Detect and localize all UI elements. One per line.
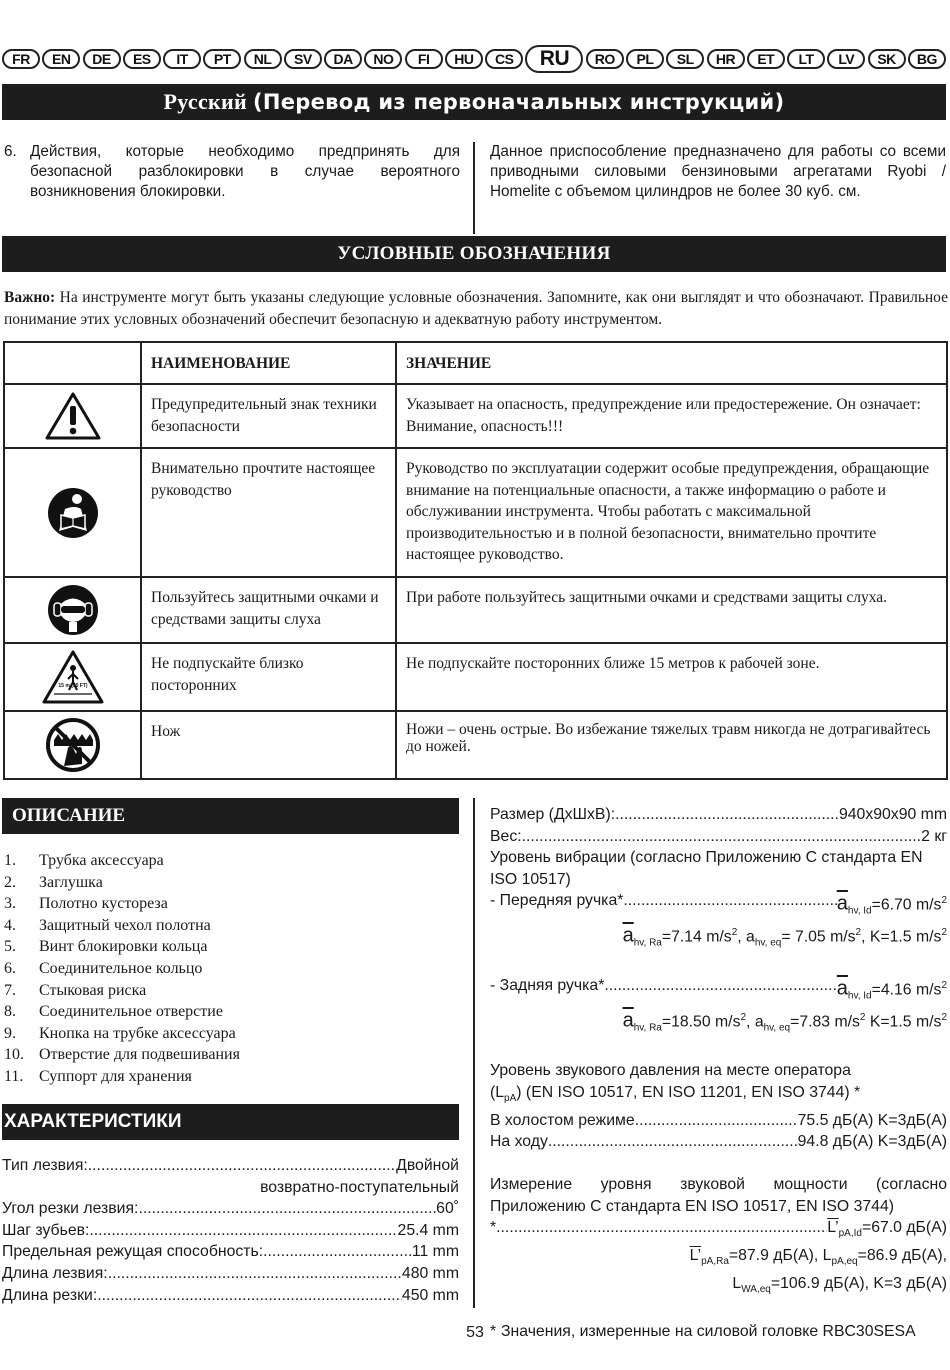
language-tab-bg: BG (908, 49, 946, 69)
language-tab-da: DA (324, 49, 362, 69)
intro-right-paragraph: Данное приспособление предназначено для работы со всеми приводными силовыми бензиновыми агрегатами Ryobi / Homelite с объемом цилиндров не более 30 куб. см. (490, 143, 946, 200)
warning-triangle-icon (45, 391, 101, 441)
symbol-name: Нож (141, 711, 396, 779)
language-tab-et: ET (747, 49, 785, 69)
table-row (4, 643, 947, 711)
characteristics-list (2, 1155, 459, 1306)
language-tab-es: ES (123, 49, 161, 69)
list-item: 5. Винт блокировки кольца (4, 938, 208, 956)
spec-row: * ..... $L’_{pA,Id}=67.0$ дБ(A) (490, 1217, 947, 1245)
spec-row: - Задняя ручка* ..... $\overline{a}_{hv, Id}=4.16$ $m/s^2$ (490, 975, 947, 1007)
language-tab-sk: SK (868, 49, 906, 69)
page-title (2, 84, 946, 120)
header-meaning: ЗНАЧЕНИЕ (396, 342, 947, 384)
list-item: 9. Кнопка на трубке аксессуара (4, 1024, 236, 1042)
keep-distance-icon-label: 15 m (50 FT) (57, 683, 88, 689)
language-tab-sv: SV (284, 49, 322, 69)
header-name: НАИМЕНОВАНИЕ (141, 342, 396, 384)
read-manual-icon (47, 487, 99, 539)
sound-pressure-standards: $(L_{pA})$ (EN ISO 10517, EN ISO 11201, EN ISO 3744) * (490, 1084, 861, 1105)
list-item: 11. Суппорт для хранения (4, 1067, 192, 1085)
symbol-name: Не подпускайте близко посторонних (141, 643, 396, 711)
technical-data (490, 804, 947, 1343)
language-tab-hu: HU (445, 49, 483, 69)
spec-row: Угол резки лезвия: ..... 60˚ (2, 1198, 459, 1220)
language-tab-en: EN (42, 49, 80, 69)
spec-row: Размер (ДхШхВ): ..... 940x90x90 mm (490, 804, 947, 826)
icon-cell (4, 643, 141, 711)
language-tab-pt: PT (203, 49, 241, 69)
language-tab-sl: SL (666, 49, 704, 69)
list-item: 10. Отверстие для подвешивания (4, 1046, 240, 1064)
spec-row: Шаг зубьев: ..... 25.4 mm (2, 1220, 459, 1242)
icon-cell (4, 448, 141, 577)
symbol-meaning: Руководство по эксплуатации содержит особые предупреждения, обращающие внимание на потенциальные опасности, а также информацию о работе и обслуживании инструмента. Чтобы работать с максимальной производительностью и в полной безопасности, внимательно прочтите настоящее руководство. (396, 448, 947, 577)
icon-cell (4, 711, 141, 779)
language-tab-hr: HR (707, 49, 745, 69)
intro-left-paragraph (4, 142, 460, 202)
icon-cell (4, 577, 141, 643)
language-tab-nl: NL (244, 49, 282, 69)
spec-row: Длина резки: ..... 450 mm (2, 1285, 459, 1307)
spec-row: В холостом режиме ..... 75.5 дБ(A) K=3дБ(A) (490, 1110, 947, 1132)
vibration-heading: Уровень вибрации (согласно Приложению С стандарта EN ISO 10517) (490, 849, 923, 888)
language-tab-no: NO (364, 49, 402, 69)
spec-row: На ходу ..... 94.8 дБ(A) K=3дБ(A) (490, 1131, 947, 1153)
vibration-front-details: $\overline{a}_{hv, Ra}=7.14$ $m/s^2$, $a_{hv, eq}= 7.05$ $m/s^2$, K=1.5 $m/s^2$ (622, 924, 947, 949)
symbols-section-title: УСЛОВНЫЕ ОБОЗНАЧЕНИЯ (2, 236, 946, 272)
list-item: 7. Стыковая риска (4, 981, 147, 999)
sound-power-heading: Измерение уровня звуковой мощности (согласно Приложению С стандарта EN ISO 10517, EN ISO 3744) (490, 1175, 947, 1215)
important-label: Важно: (4, 289, 56, 306)
language-selector-bar (2, 46, 946, 72)
page-number: 53 (466, 1324, 484, 1341)
list-item: 8. Соединительное отверстие (4, 1003, 223, 1021)
list-item: 4. Защитный чехол полотна (4, 916, 211, 934)
description-section-title: ОПИСАНИЕ (2, 798, 459, 834)
sound-power-lwa: $L_{WA,eq}=106.9$ дБ(A), K=3 дБ(A) (732, 1274, 947, 1295)
symbols-table (3, 341, 948, 780)
spec-row: Предельная режущая способность: ..... 11 mm (2, 1241, 459, 1263)
blade-hand-icon (46, 718, 100, 772)
spec-row: Тип лезвия: ..... Двойной (2, 1155, 459, 1177)
important-notice (4, 287, 948, 331)
table-row (4, 384, 947, 448)
table-row (4, 711, 947, 779)
symbol-name: Внимательно прочтите настоящее руководство (141, 448, 396, 577)
language-tab-it: IT (163, 49, 201, 69)
characteristics-section-title: ХАРАКТЕРИСТИКИ (2, 1104, 459, 1140)
language-tab-ru: RU (525, 45, 583, 73)
language-tab-pl: PL (626, 49, 664, 69)
symbol-name: Пользуйтесь защитными очками и средствами защиты слуха (141, 577, 396, 643)
spec-row: Длина лезвия: ..... 480 mm (2, 1263, 459, 1285)
symbol-name: Предупредительный знак техники безопасности (141, 384, 396, 448)
table-row (4, 448, 947, 577)
language-tab-fr: FR (2, 49, 40, 69)
intro-item-number: 6. (4, 143, 17, 160)
eye-ear-protection-icon (47, 584, 99, 636)
language-tab-ro: RO (586, 49, 624, 69)
vibration-rear-details: $\overline{a}_{hv, Ra}=18.50$ $m/s^2$, $a_{hv, eq}=7.83$ $m/s^2$ K=1.5 $m/s^2$ (622, 1009, 947, 1034)
symbol-meaning: Ножи – очень острые. Во избежание тяжелых травм никогда не дотрагивайтесь до ножей. (396, 711, 947, 779)
column-divider (473, 798, 475, 1308)
list-item: 3. Полотно кустореза (4, 895, 168, 913)
footnote: * Значения, измеренные на силовой головке RBC30SESA (490, 1323, 916, 1341)
language-tab-fi: FI (405, 49, 443, 69)
column-divider (473, 142, 475, 234)
intro-item-text: Действия, которые необходимо предпринять для безопасной разблокировки в случае вероятного возникновения блокировки. (30, 143, 460, 200)
title-language: Русский (163, 89, 247, 114)
important-text: На инструменте могут быть указаны следующие условные обозначения. Запомните, как они выглядят и что обозначают. Правильное понимание этих условных обозначений обеспечит безопасную и адекватную работу инструментом. (4, 289, 949, 328)
sound-power-values: $L’_{pA,Ra}=87.9$ дБ(A), $L_{pA,eq}=86.9$ дБ(A), (689, 1246, 947, 1268)
description-list (4, 850, 460, 1088)
list-item: 2. Заглушка (4, 873, 103, 891)
spec-row: Вес: ..... 2 кг (490, 826, 947, 848)
icon-cell (4, 384, 141, 448)
header-icon-cell (4, 342, 141, 384)
symbol-meaning: Указывает на опасность, предупреждение или предостережение. Он означает: Внимание, опасность!!! (396, 384, 947, 448)
symbols-table-header (4, 342, 947, 384)
symbol-meaning: При работе пользуйтесь защитными очками и средствами защиты слуха. (396, 577, 947, 643)
spec-row-continued: возвратно-поступательный (260, 1178, 459, 1196)
list-item: 1. Трубка аксессуара (4, 852, 164, 869)
spec-row: - Передняя ручка* ..... $\overline{a}_{hv, Id}=6.70$ $m/s^2$ (490, 890, 947, 922)
sound-pressure-heading: Уровень звукового давления на месте оператора (490, 1062, 851, 1080)
language-tab-lt: LT (787, 49, 825, 69)
table-row (4, 577, 947, 643)
language-tab-cs: CS (485, 49, 523, 69)
symbol-meaning: Не подпускайте посторонних ближе 15 метров к рабочей зоне. (396, 643, 947, 711)
title-subtitle: (Перевод из первоначальных инструкций) (252, 90, 785, 114)
language-tab-de: DE (83, 49, 121, 69)
keep-distance-icon (42, 650, 104, 704)
list-item: 6. Соединительное кольцо (4, 959, 203, 977)
language-tab-lv: LV (827, 49, 865, 69)
